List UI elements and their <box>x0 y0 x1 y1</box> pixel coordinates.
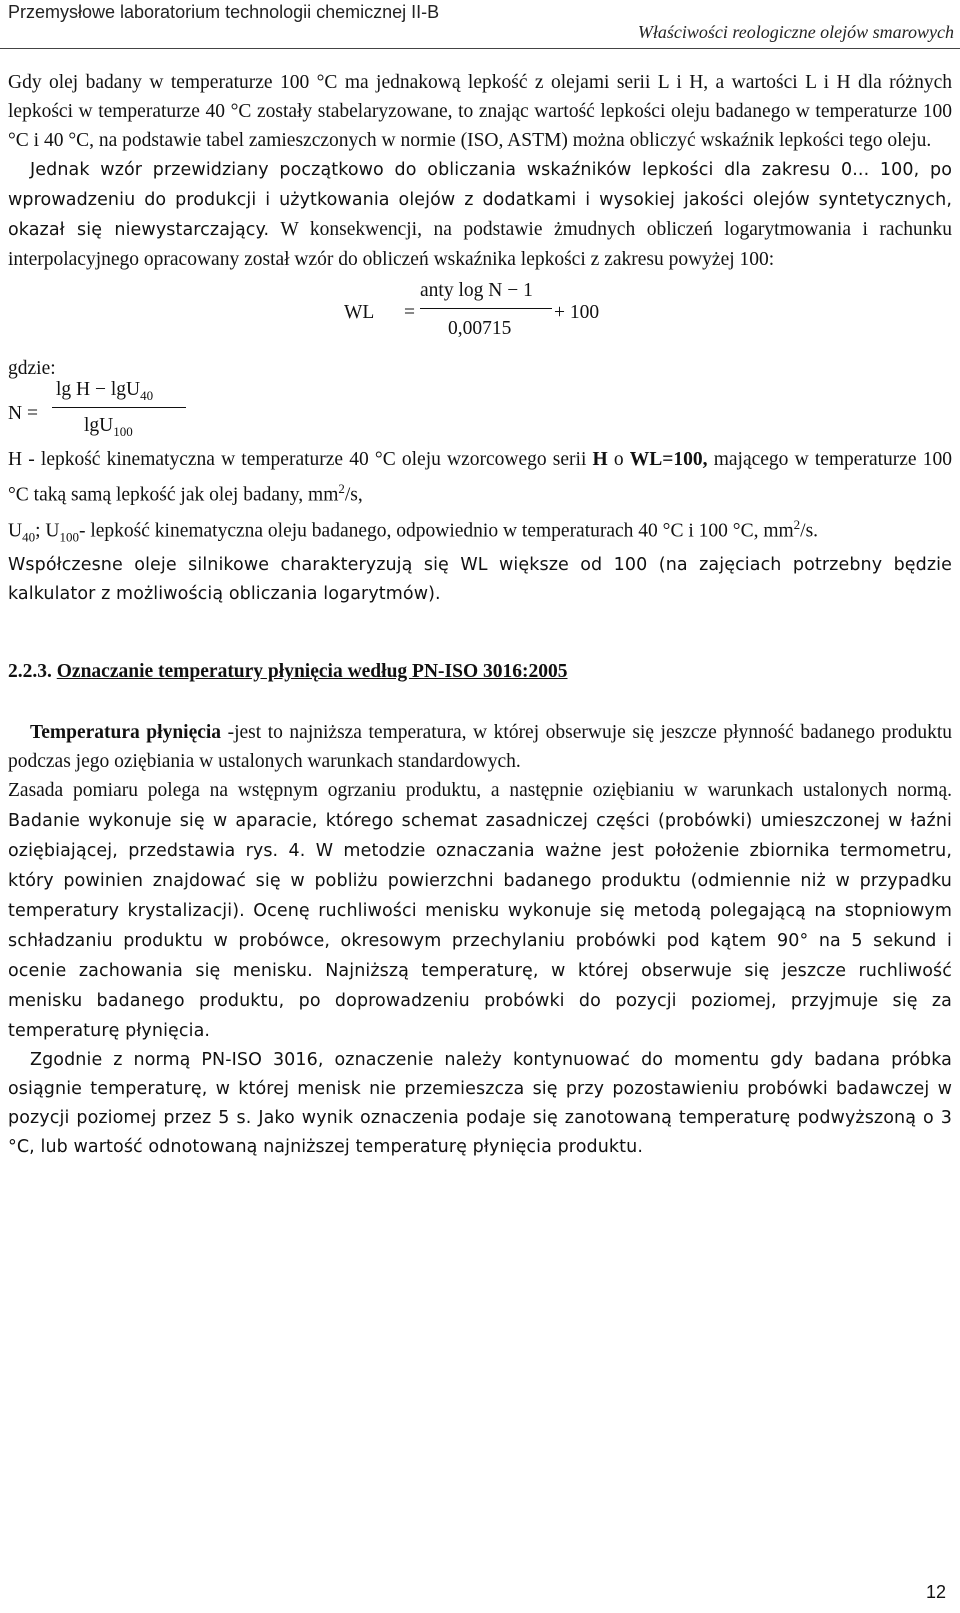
page-header <box>0 0 960 50</box>
section-heading <box>8 657 952 686</box>
definition-h-sup: 2 <box>338 481 345 496</box>
definition-u-text-b: ; U <box>35 520 60 541</box>
definition-u-sup: 2 <box>793 516 801 532</box>
formula-plus-term: + 100 <box>554 302 600 323</box>
header-course-title: Przemysłowe laboratorium technologii chemicznej II-B <box>8 2 440 22</box>
header-chapter-title: Właściwości reologiczne olejów smarowych <box>637 22 954 42</box>
definition-h-text-a: H - lepkość kinematyczna w temperaturze 40 °C oleju wzorcowego serii <box>8 449 593 470</box>
formula-n-denominator-sub: 100 <box>113 423 133 439</box>
formula-denominator: 0,00715 <box>448 318 512 339</box>
paragraph-formula-intro-serif: W konsekwencji, na podstawie żmudnych obliczeń logarytmowania i rachunku interpolacyjnego opracowany został wzór do obliczeń wskaźnika lepkości z zakresu powyżej 100: <box>8 219 952 270</box>
formula-wl-symbol: WL <box>344 302 375 323</box>
where-label: gdzie: <box>8 358 56 379</box>
formula-n-lhs: N = <box>8 403 38 424</box>
paragraph-pour-point-definition <box>8 718 952 776</box>
definition-h-text-e: mającego w temperaturze 100 °C taką samą lepkość jak olej badany, mm <box>8 449 952 506</box>
section-title: Oznaczanie temperatury płynięcia według PN-ISO 3016:2005 <box>56 660 568 682</box>
definition-u-text-d: /s. <box>800 520 819 541</box>
paragraph-formula-intro <box>8 155 952 274</box>
formula-equals: = <box>404 302 415 323</box>
definition-pour-point-text: -jest to najniższa temperatura, w której obserwuje się jeszcze płynność badanego produktu podczas jego oziębiania w ustalonych warunkach standardowych. <box>8 721 952 772</box>
paragraph-standard-procedure: Zgodnie z normą PN-ISO 3016, oznaczenie należy kontynuować do momentu gdy badana próbka osiągnie temperaturę, w której menisk nie przemieszcza się przy pozostawieniu probówki badawczej w pozycji poziomej przez 5 s. Jako wynik oznaczenia podaje się zanotowaną temperaturę podwyższoną o 3 °C, lub wartość odnotowaną najniższej temperaturę płynięcia produktu. <box>8 1049 952 1157</box>
definition-h-text-f: /s, <box>344 484 363 506</box>
paragraph-measurement-principle <box>8 776 952 1046</box>
definition-u-sub-100: 100 <box>59 528 79 544</box>
formula-n-numerator-text: lg H − lgU <box>56 379 141 400</box>
formula-viscosity-index <box>8 276 952 354</box>
paragraph-formula-intro-sans: Jednak wzór przewidziany początkowo do obliczania wskaźników lepkości dla zakresu 0... 100, po wprowadzeniu do produkcji i użytkowania olejów z dodatkami i wysokiej jakości olejów syntetycznych, okazał się niewystarczający. <box>8 160 952 240</box>
formula-n-fraction-bar <box>52 407 186 408</box>
definition-h-text-c: o <box>607 449 630 470</box>
formula-numerator: anty log N − 1 <box>420 280 533 301</box>
definition-h-bold-wl: WL=100, <box>629 449 708 470</box>
paragraph-intro: Gdy olej badany w temperaturze 100 °C ma jednakową lepkość z olejami serii L i H, a wartości L i H dla różnych lepkości w temperaturze 40 °C zostały stabelaryzowane, to znając wartość lepkości oleju badanego w temperaturze 100 °C i 40 °C, na podstawie tabel zamieszczonych w normie (ISO, ASTM) można obliczyć wskaźnik lepkości tego oleju. <box>8 72 952 151</box>
definition-h <box>8 445 952 510</box>
measurement-principle-serif: Zasada pomiaru polega na wstępnym ogrzaniu produktu, a następnie oziębianiu w warunkach ustalonych normą. <box>8 779 952 801</box>
formula-n <box>8 379 952 445</box>
definition-u <box>8 510 952 551</box>
formula-n-denominator-text: lgU <box>84 415 114 436</box>
definition-u-text-a: U <box>8 520 23 541</box>
formula-n-numerator <box>56 375 153 410</box>
page-number: 12 <box>925 1582 946 1602</box>
definition-u-sub-40: 40 <box>22 528 36 544</box>
section-number: 2.2.3. <box>8 660 57 682</box>
formula-n-denominator <box>84 411 133 446</box>
paragraph-modern-oils: Współczesne oleje silnikowe charakteryzują się WL większe od 100 (na zajęciach potrzebny będzie kalkulator z możliwością obliczania logarytmów). <box>8 554 952 604</box>
page-content <box>8 68 952 1162</box>
formula-n-numerator-sub: 40 <box>140 387 154 403</box>
term-pour-point: Temperatura płynięcia <box>30 721 222 743</box>
definition-u-text-c: - lepkość kinematyczna oleju badanego, odpowiednio w temperaturach 40 °C i 100 °C, mm <box>78 520 794 541</box>
header-divider <box>0 48 960 49</box>
definition-h-bold-h: H <box>592 449 608 470</box>
formula-fraction-bar <box>420 308 552 309</box>
measurement-principle-sans: Badanie wykonuje się w aparacie, którego schemat zasadniczej części (probówki) umieszczonej w łaźni oziębiającej, przedstawia rys. 4. W metodzie oznaczania ważne jest położenie zbiornika termometru, który powinien znajdować się w pobliżu powierzchni badanego produktu (odmiennie niż w przypadku temperatury krystalizacji). Ocenę ruchliwości menisku wykonuje się metodą polegającą na stopniowym schładzaniu produktu w probówce, okresowym przechylaniu probówki pod kątem 90° na 5 sekund i ocenie zachowania się menisku. Najniższą temperaturę, w której obserwuje się jeszcze ruchliwość menisku badanego produktu, po doprowadzeniu probówki do pozycji poziomej, przyjmuje się za temperaturę płynięcia. <box>8 810 952 1041</box>
